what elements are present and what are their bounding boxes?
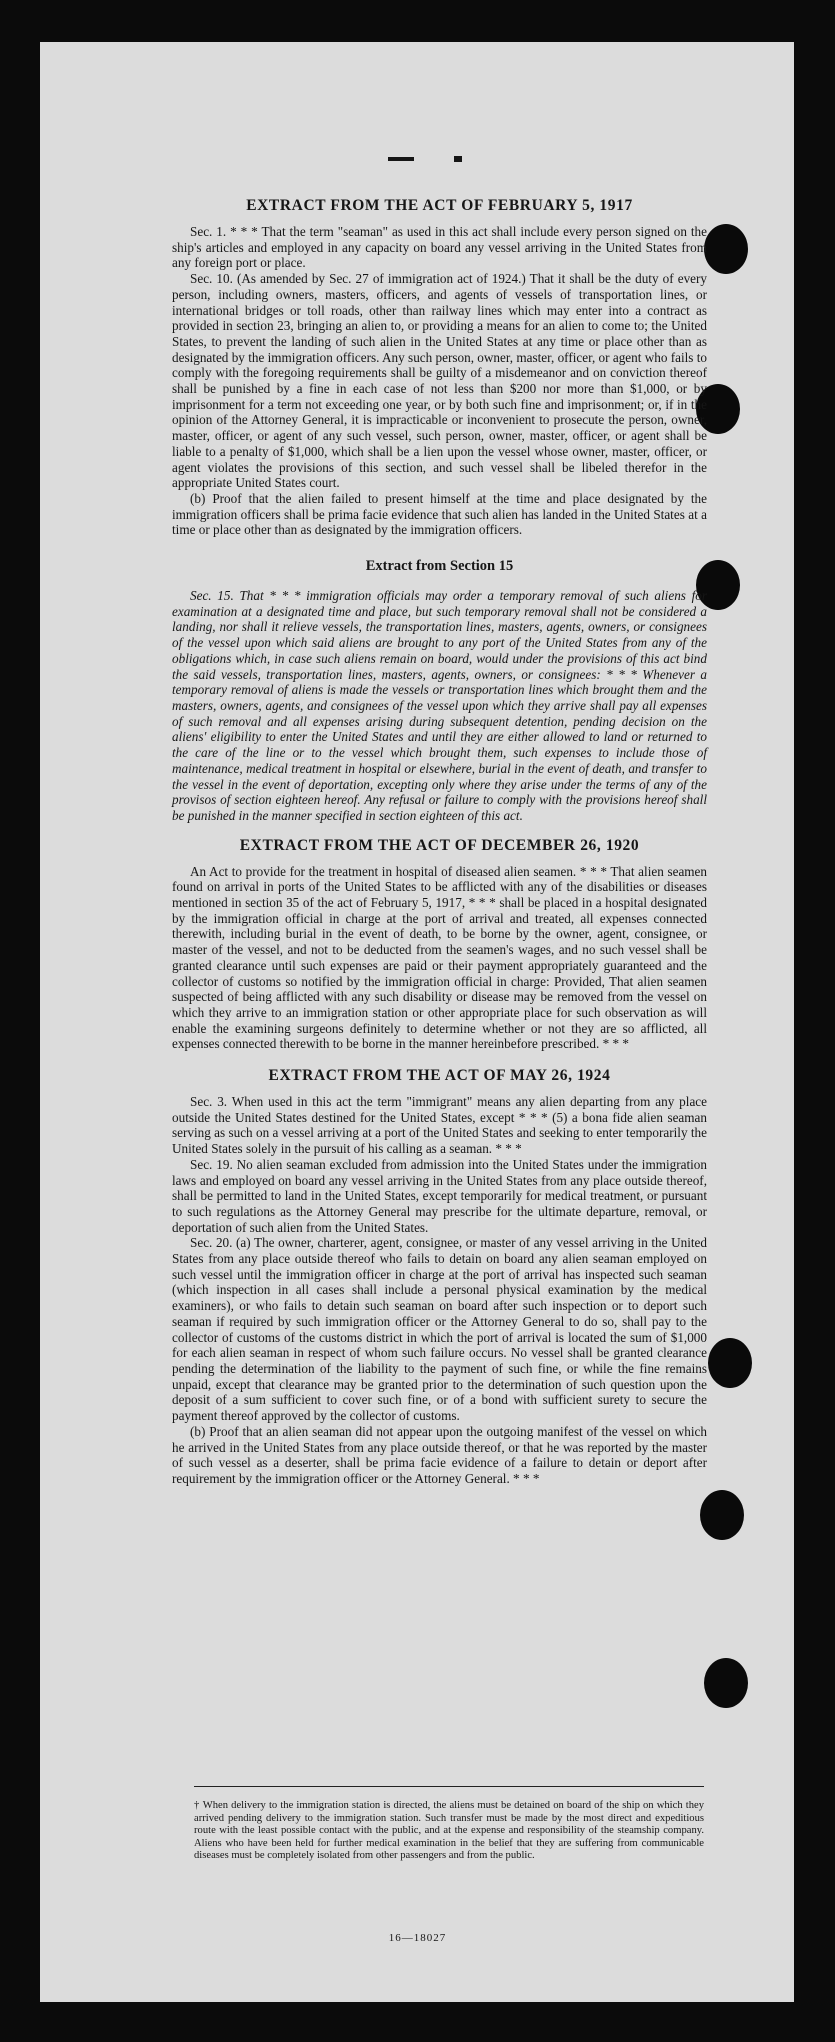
section-15-paragraph: Sec. 15. That * * * immigration officials may order a temporary removal of such aliens for examination at a designated time and place, but such temporary removal shall not be considered a landing, nor shall it relieve vessels, the transportation lines, masters, agents, owners, or consignees of the vessel upon which said aliens are brought to any port of the United States from any of the obligations which, in case such aliens remain on board, would under the provisions of this act bind the said vessels, transportation lines, masters, agents, owners, or consignees: * * * Whenever a temporary removal of aliens is made the vessels or transportation lines which brought them and the masters, owners, agents, and consignees of the vessel upon which they arrive shall pay all expenses of such removal and all expenses arising during subsequent detention, pending decision on the aliens' eligibility to enter the United States and until they are either allowed to land or returned to the care of the line or to the vessel which brought them, such expenses to include those of maintenance, medical treatment in hospital or elsewhere, burial in the event of death, and transfer to the vessel in the event of deportation, excepting only where they arise under the terms of any of the provisos of section eighteen hereof. Any refusal or failure to comply with the provisions hereof shall be punished in the manner specified in section eighteen of this act. xyxy=(172,588,707,823)
section-10b-paragraph: (b) Proof that the alien failed to present himself at the time and place designated by the immigration officers shall be prima facie evidence that such alien has landed in the United States at a time or place other than as designated by the immigration officers. xyxy=(172,490,707,538)
footnote-divider xyxy=(194,1786,704,1787)
section-1-paragraph: Sec. 1. * * * That the term "seaman" as used in this act shall include every person signed on the ship's articles and employed in any capacity on board any vessel arriving in the United States from any foreign port or place. xyxy=(172,224,707,271)
punch-hole xyxy=(704,1658,748,1708)
form-code: 16—18027 xyxy=(388,1932,447,1944)
top-marks xyxy=(388,154,508,166)
section-3-paragraph: Sec. 3. When used in this act the term "immigrant" means any alien departing from any place outside the United States destined for the United States, except * * * (5) a bona fide alien seaman serving as such on a vessel arriving at a port of the United States and seeking to enter temporarily the United States solely in the pursuit of his calling as a seaman. * * * xyxy=(172,1094,707,1157)
section-10-paragraph: Sec. 10. (As amended by Sec. 27 of immigration act of 1924.) That it shall be the duty of every person, including owners, masters, officers, and agents of vessels of transportation lines, or international bridges or toll roads, other than railway lines which may enter into a contract as provided in section 23, bringing an alien to, or providing a means for an alien to come to; the United States, to prevent the landing of such alien in the United States at any time or place other than as designated by the immigration officers. Any such person, owner, master, officer, or agent who fails to comply with the foregoing requirements shall be guilty of a misdemeanor and on conviction thereof shall be punished by a fine in each case of not less than $200 nor more than $1,000, or by imprisonment for a term not exceeding one year, or by both such fine and imprisonment; or, if in the opinion of the Attorney General, it is impracticable or inconvenient to prosecute the person, owner, master, officer, or agent of any such vessel, such person, owner, master, officer, or agent shall be liable to a penalty of $1,000, which shall be a lien upon the vessel whose owner, master, officer, or agent violates the provisions of this section, and such vessel shall be libeled therefor in the appropriate United States court. xyxy=(172,271,707,491)
heading-1917: EXTRACT FROM THE ACT OF FEBRUARY 5, 1917 xyxy=(246,197,633,214)
heading-1924: EXTRACT FROM THE ACT OF MAY 26, 1924 xyxy=(268,1067,611,1085)
punch-hole xyxy=(700,1490,744,1540)
heading-1920: EXTRACT FROM THE ACT OF DECEMBER 26, 1920 xyxy=(239,836,640,854)
section-20b-paragraph: (b) Proof that an alien seaman did not appear upon the outgoing manifest of the vessel on which he arrived in the United States from any place outside thereof, or that he was reported by the master of such vessel as a deserter, shall be prima facie evidence of a failure to detain or deport after requirement by the immigration officer or the Attorney General. * * * xyxy=(172,1423,707,1486)
section-19-paragraph: Sec. 19. No alien seaman excluded from admission into the United States under the immigration laws and employed on board any vessel arriving in the United States from any place outside thereof, shall be permitted to land in the United States, except temporarily for medical treatment, or pursuant to such regulations as the Attorney General may prescribe for the ultimate departure, removal, or deportation of such alien from the United States. xyxy=(172,1156,707,1235)
punch-hole xyxy=(708,1338,752,1388)
subheading-section-15: Extract from Section 15 xyxy=(365,558,514,575)
act-1920-paragraph: An Act to provide for the treatment in hospital of diseased alien seamen. * * * That alien seamen found on arrival in ports of the United States to be afflicted with any of the disabilities or diseases mentioned in section 35 of the act of February 5, 1917, * * * shall be placed in a hospital designated by the immigration official in charge at the port of arrival and treated, all expenses connected therewith, including burial in the event of death, to be borne by the owner, agent, consignee, or master of the vessel, and not to be deducted from the seamen's wages, and no such vessel shall be granted clearance until such expenses are paid or their payment appropriately guaranteed and the collector of customs so notified by the immigration official in charge: Provided, That alien seamen suspected of being afflicted with any such disability or disease may be removed from the vessel on which they arrive to an immigration station or other appropriate place for such observation as will enable the examining surgeons definitely to determine whether or not they are so afflicted, all expenses connected therewith to be borne in the manner hereinbefore prescribed. * * * xyxy=(172,863,707,1052)
body-column xyxy=(172,196,707,1487)
footnote: † When delivery to the immigration station is directed, the aliens must be detained on board of the ship on which they arrived pending delivery to the immigration station. Such transfer must be made by the most direct and expeditious route with the least possible contact with the public, and at the expense and responsibility of the steamship company. Aliens who have been held for further medical examination in the belief that they are suffering from communicable diseases must be completely isolated from other passengers and from the public. xyxy=(194,1800,704,1862)
punch-hole xyxy=(704,224,748,274)
section-20-paragraph: Sec. 20. (a) The owner, charterer, agent, consignee, or master of any vessel arriving in the United States from any place outside thereof who fails to detain on board any alien seaman employed on such vessel until the immigration officer in charge at the port of arrival has inspected such seaman (which inspection in all cases shall include a personal physical examination by the medical examiners), or who fails to detain such seaman on board after such inspection or to deport such seaman if required by such immigration officer or the Attorney General to do so, shall pay to the collector of customs of the customs district in which the port of arrival is located the sum of $1,000 for each alien seaman in respect of whom such failure occurs. No vessel shall be granted clearance pending the determination of the liability to the payment of such fine, or while the fine remains unpaid, except that clearance may be granted prior to the determination of such question upon the deposit of a sum sufficient to cover such fine, or of a bond with sufficient surety to secure the payment thereof approved by the collector of customs. xyxy=(172,1235,707,1424)
